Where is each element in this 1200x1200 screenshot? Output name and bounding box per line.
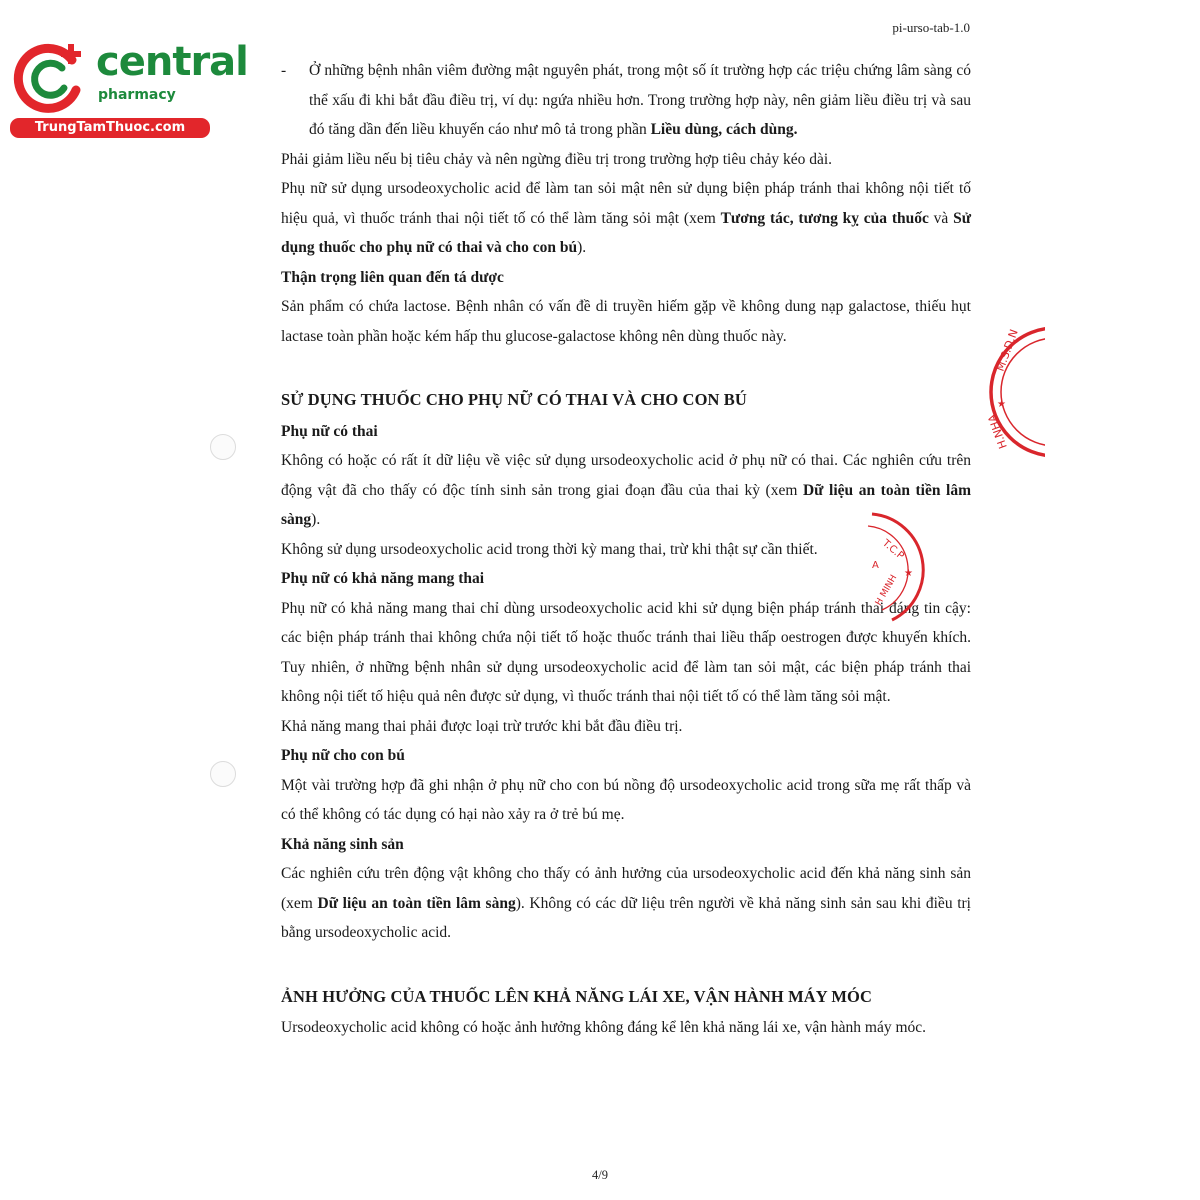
contraception-text: Phụ nữ sử dụng ursodeoxycholic acid để làm tan sỏi mật nên sử dụng biện pháp tránh thai không nội tiết tố hiệu quả, vì thuốc tránh thai nội tiết tố có thể làm tăng sỏi mật (xem — [281, 180, 971, 227]
pregnancy-reference: Sử dụng thuốc cho phụ nữ có thai và cho con bú — [281, 209, 971, 256]
company-stamp-right — [985, 322, 1045, 462]
fertility-paragraph — [281, 859, 971, 948]
excipient-heading: Thận trọng liên quan đến tá dược — [281, 268, 504, 286]
bullet-reference: Liều dùng, cách dùng. — [650, 121, 798, 138]
bullet-text: Ở những bệnh nhân viêm đường mật nguyên phát, trong một số ít trường hợp các triệu chứng lâm sàng có thể xấu đi khi bắt đầu điều trị, ví dụ: ngứa nhiều hơn. Trong trường hợp này, nên giảm liều điều trị và sau đó tăng dần đến liều khuyến cáo như mô tả trong phần — [309, 62, 971, 138]
driving-paragraph: Ursodeoxycholic acid không có hoặc ảnh hưởng không đáng kể lên khả năng lái xe, vận hành máy móc. — [281, 1019, 927, 1036]
company-stamp-middle — [862, 512, 932, 624]
stamp-middle-text: T.C.P — [880, 537, 906, 562]
logo-name: central — [96, 39, 248, 85]
logo-website: TrungTamThuoc.com — [10, 118, 210, 138]
central-pharmacy-logo — [10, 38, 248, 138]
pharmacy-logo-icon — [10, 38, 90, 118]
fertility-text-end: ). Không có các dữ liệu trên người về khả năng sinh sản sau khi điều trị bằng ursodeoxycholic acid. — [281, 894, 971, 941]
conjunction-text: và — [928, 209, 954, 227]
stamp-star-icon: ★ — [997, 399, 1006, 410]
hole-punch-bottom — [210, 761, 236, 787]
stamp-middle-star-icon: ★ — [904, 568, 913, 579]
bullet-dash: - — [281, 62, 287, 79]
document-code: pi-urso-tab-1.0 — [892, 20, 970, 35]
driving-section-title: ẢNH HƯỞNG CỦA THUỐC LÊN KHẢ NĂNG LÁI XE, VẬN HÀNH MÁY MÓC — [281, 986, 873, 1006]
fertility-reference: Dữ liệu an toàn tiền lâm sàng — [317, 894, 516, 912]
interaction-reference: Tương tác, tương kỵ của thuốc — [720, 209, 929, 227]
pregnant-text: Không có hoặc có rất ít dữ liệu về việc sử dụng ursodeoxycholic acid ở phụ nữ có thai. Các nghiên cứu trên động vật đã cho thấy có độc tính sinh sản trong giai đoạn đầu của thai kỳ (xem — [281, 452, 971, 499]
page-number: 4/9 — [592, 1168, 608, 1182]
bullet-paragraph — [281, 56, 971, 145]
contraception-paragraph — [281, 174, 971, 263]
childbearing-paragraph: Phụ nữ có khả năng mang thai chỉ dùng ursodeoxycholic acid khi sử dụng biện pháp tránh thai đáng tin cậy: các biện pháp tránh thai không chứa nội tiết tố hoặc thuốc tránh thai liều thấp oestrogen được khuyến khích. Tuy nhiên, ở những bệnh nhân sử dụng ursodeoxycholic acid để làm tan sỏi mật, các biện pháp tránh thai không nội tiết tố hiệu quả nên được sử dụng, vì thuốc tránh thai nội tiết tố có thể làm tăng sỏi mật. — [281, 599, 971, 705]
fertility-heading: Khả năng sinh sản — [281, 835, 404, 853]
logo-subtitle: pharmacy — [98, 87, 176, 103]
stamp-right-text-2: H.NHA — [985, 412, 1010, 451]
stamp-middle-letter: A — [872, 560, 879, 571]
childbearing-heading: Phụ nữ có khả năng mang thai — [281, 570, 485, 587]
childbearing-paragraph-2: Khả năng mang thai phải được loại trừ trước khi bắt đầu điều trị. — [281, 717, 683, 735]
diarrhea-paragraph: Phải giảm liều nếu bị tiêu chảy và nên ngừng điều trị trong trường hợp tiêu chảy kéo dài. — [281, 150, 833, 168]
pregnancy-section-title: SỬ DỤNG THUỐC CHO PHỤ NỮ CÓ THAI VÀ CHO CON BÚ — [281, 390, 747, 409]
breastfeeding-heading: Phụ nữ cho con bú — [281, 747, 405, 764]
preclinical-reference: Dữ liệu an toàn tiền lâm sàng — [281, 481, 971, 528]
fertility-text: Các nghiên cứu trên động vật không cho thấy có ảnh hưởng của ursodeoxycholic acid đến khả năng sinh sản (xem — [281, 865, 971, 912]
pregnant-heading: Phụ nữ có thai — [281, 422, 378, 440]
pregnant-paragraph-2: Không sử dụng ursodeoxycholic acid trong thời kỳ mang thai, trừ khi thật sự cần thiết. — [281, 540, 818, 558]
excipient-paragraph: Sản phẩm có chứa lactose. Bệnh nhân có vấn đề di truyền hiếm gặp về không dung nạp galactose, thiếu hụt lactase toàn phần hoặc kém hấp thu glucose-galactose không nên dùng thuốc này. — [281, 298, 971, 345]
stamp-right-text: M.S.D.N — [993, 327, 1021, 374]
breastfeeding-paragraph: Một vài trường hợp đã ghi nhận ở phụ nữ cho con bú nồng độ ursodeoxycholic acid trong sữa mẹ rất thấp và có thể không có tác dụng có hại nào xảy ra ở trẻ bú mẹ. — [281, 776, 971, 823]
hole-punch-top — [210, 434, 236, 460]
stamp-middle-text-2: H MINH — [873, 573, 900, 608]
pregnant-text-end: ). — [311, 511, 321, 528]
closing-paren: ). — [577, 239, 587, 256]
